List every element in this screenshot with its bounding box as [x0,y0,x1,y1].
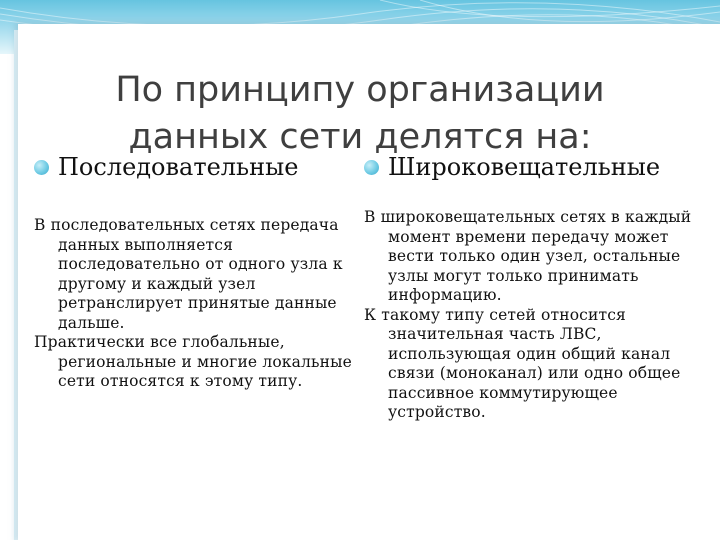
slide-title [60,67,660,161]
left-heading [34,150,364,184]
bullet-dot-icon [364,160,379,175]
left-paragraph-2: Практически все глобальные, региональные и многие локальные сети относятся к этому типу. [34,333,352,390]
right-heading [364,150,709,184]
left-heading-label: Последовательные [58,153,299,181]
right-heading-label: Широковещательные [388,153,661,181]
right-column [364,150,709,423]
left-column [34,150,364,392]
left-body [34,216,364,392]
right-paragraph-1: В широковещательных сетях в каждый момент времени передачу может вести только один узел, остальные узлы могут только принимать информацию. [364,208,692,304]
left-paragraph-1: В последовательных сетях передача данных выполняется последовательно от одного узла к другому и каждый узел ретранслирует принятые данные дальше. [34,216,343,332]
right-paragraph-2: К такому типу сетей относится значительная часть ЛВС, использующая один общий канал связи (моноканал) или одно общее пассивное коммутирующее устройство. [364,305,681,421]
title-line-1: По принципу организации [115,70,605,111]
bullet-dot-icon [34,160,49,175]
right-body [364,208,709,423]
title-line-2: данных сети делятся на: [128,117,592,158]
